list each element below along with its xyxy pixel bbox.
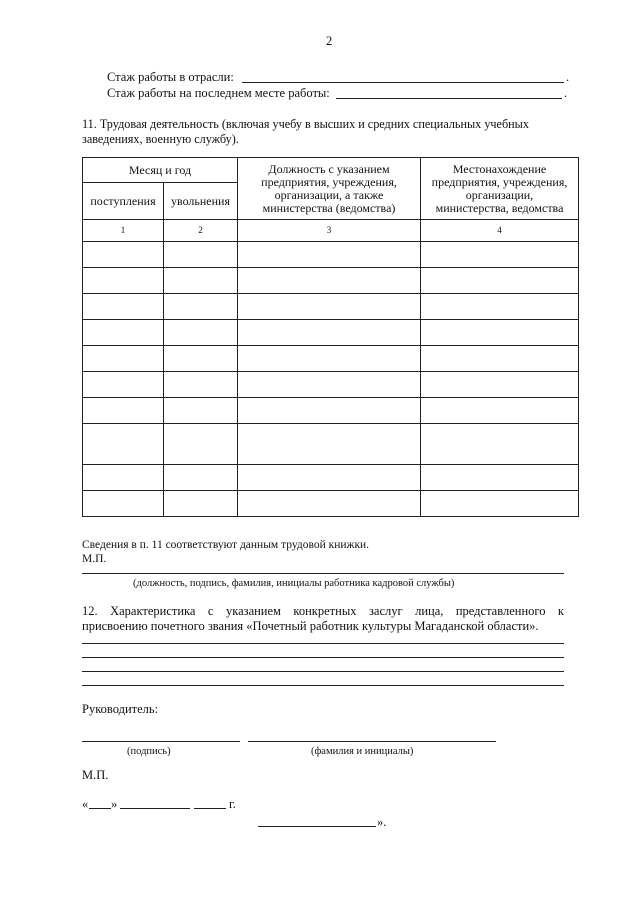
name-caption: (фамилия и инициалы)	[311, 746, 414, 757]
characteristic-line[interactable]	[82, 657, 564, 658]
column-number: 1	[83, 220, 164, 242]
page-number: 2	[326, 34, 333, 48]
closing-mark: ».	[377, 815, 387, 829]
table-row	[83, 398, 579, 424]
table-row	[83, 372, 579, 398]
table-row	[83, 465, 579, 491]
table-row	[83, 320, 579, 346]
director-signature-field[interactable]	[82, 741, 240, 742]
director-name-field[interactable]	[248, 741, 496, 742]
hr-signature-field[interactable]	[82, 573, 564, 574]
characteristic-line[interactable]	[82, 643, 564, 644]
table-row	[83, 294, 579, 320]
dismissal-header: увольнения	[164, 183, 238, 220]
work-history-table	[82, 157, 579, 517]
admission-header: поступления	[83, 183, 164, 220]
period-mark: .	[566, 70, 570, 84]
characteristic-line[interactable]	[82, 671, 564, 672]
date-month-field[interactable]	[120, 808, 190, 809]
position-header: Должность с указанием предприятия, учреждения, организации, а также министерства (ведомства)	[238, 158, 421, 220]
last-place-seniority-field[interactable]	[336, 98, 562, 99]
last-place-seniority-label: Стаж работы на последнем месте работы:	[107, 86, 330, 100]
column-number: 4	[421, 220, 579, 242]
signature-caption: (подпись)	[127, 746, 171, 757]
column-number: 3	[238, 220, 421, 242]
date-year-field[interactable]	[194, 808, 226, 809]
date-day-field[interactable]	[89, 808, 111, 809]
month-year-header: Месяц и год	[83, 158, 238, 183]
date-close-quote: »	[111, 797, 118, 811]
stamp-label: М.П.	[82, 553, 107, 565]
hr-signature-caption: (должность, подпись, фамилия, инициалы работника кадровой службы)	[133, 578, 455, 589]
table-row	[83, 424, 579, 465]
director-label: Руководитель:	[82, 702, 159, 716]
period-mark: .	[564, 86, 568, 100]
industry-seniority-label: Стаж работы в отрасли:	[107, 70, 234, 84]
column-number: 2	[164, 220, 238, 242]
industry-seniority-field[interactable]	[242, 82, 564, 83]
section-12-heading-line2: присвоению почетного звания «Почетный работник культуры Магаданской области».	[82, 619, 539, 633]
year-suffix: г.	[229, 797, 236, 811]
section-11-heading-line1: 11. Трудовая деятельность (включая учебу в высших и средних специальных учебных	[82, 117, 529, 131]
section-11-heading-line2: заведениях, военную службу).	[82, 132, 239, 146]
section-12-heading-line1: 12. Характеристика с указанием конкретных заслуг лица, представленного к	[82, 604, 564, 618]
table-row	[83, 346, 579, 372]
director-stamp-label: М.П.	[82, 768, 109, 782]
location-header: Местонахождение предприятия, учреждения, организации, министерства, ведомства	[421, 158, 579, 220]
table-row	[83, 242, 579, 268]
closing-line[interactable]	[258, 826, 376, 827]
table-row	[83, 268, 579, 294]
table-row	[83, 491, 579, 517]
characteristic-line[interactable]	[82, 685, 564, 686]
date-open-quote: «	[82, 797, 89, 811]
section-11-confirmation: Сведения в п. 11 соответствуют данным трудовой книжки.	[82, 539, 370, 551]
